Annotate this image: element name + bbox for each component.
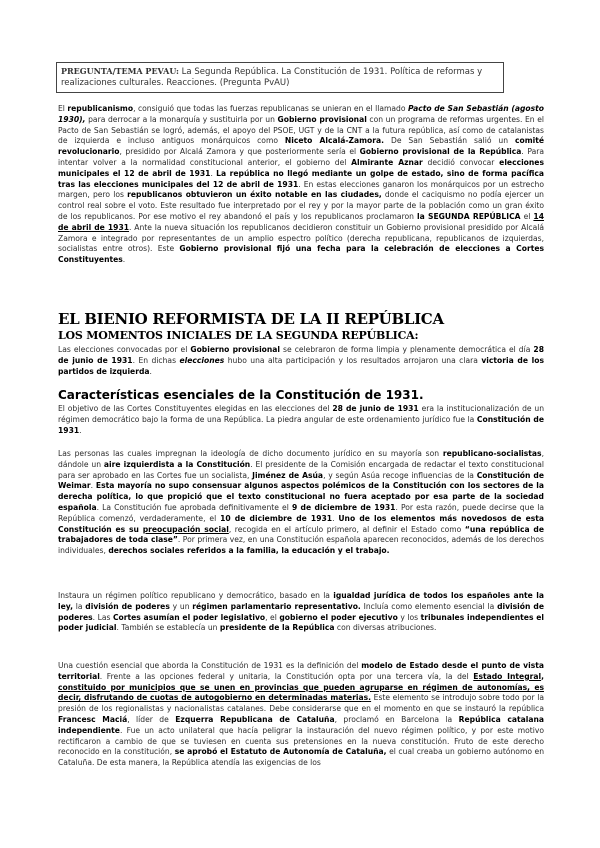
text-run: 9 de diciembre de 1931 (291, 502, 396, 512)
text-run: , proclamó en Barcelona la (334, 714, 459, 724)
question-text: La Segunda República. La Constitución de 1931. Política de reformas y realizaciones culturales. Reacciones. (Pregunta PvAU) (61, 67, 483, 88)
text-run: con un programa de reformas urgentes. En el Pacto de San Sebastián se logró, además, el apoyo del PSOE, UGT y de la CNT a la futura república, así como de catalanistas de izquierda e incluso antiguos monárquicos como (58, 114, 544, 146)
text-run: , líder de (127, 714, 176, 724)
text-run: Gobierno provisional (277, 114, 367, 124)
text-run: Instaura un régimen político republicano y democrático, basado en la (58, 591, 334, 600)
text-run: elecciones municipales el 12 de abril de 1931 (58, 157, 544, 178)
text-run: igualdad jurídica de todos los españoles ante la ley, (58, 591, 544, 611)
question-label: PREGUNTA/TEMA PEVAU: (61, 66, 179, 76)
text-run: se aprobó el Estatuto de Autonomía de Cataluña, (174, 747, 387, 757)
text-run: 28 de junio de 1931 (332, 404, 419, 413)
text-run: . Fue un acto unilateral que hacía peligrar la instauración del nuevo régimen político, y por este motivo rectificaron a cambio de que se tuviesen en cuenta sus pretensiones en la nueva constitución. Fruto de este derecho reconocido en la constitución, (58, 725, 544, 757)
text-run: El (58, 104, 68, 113)
text-run: 10 de diciembre de 1931 (220, 513, 333, 523)
text-run: Este elemento se introdujo sobre todo por la presión de los regionalistas y nacionalistas catalanes. Debe considerarse que en el momento en que se instauró la república (58, 693, 545, 714)
text-run: Gobierno provisional fijó una fecha para la celebración de elecciones a Cortes Constituyentes (58, 244, 544, 265)
text-run: , recogida en el artículo primero, al definir el Estado como (228, 524, 465, 534)
text-run: Gobierno provisional de la República (359, 147, 522, 157)
text-run: y los (397, 612, 421, 622)
text-run: . Ante la nueva situación los republicanos decidieron constituir un Gobierno provisional presidido por Alcalá Zamora e integrado por representantes de un amplio espectro político (derecha republicana, republicanos de izquierdas, socialistas entre otros). Este (58, 222, 544, 254)
text-run: preocupación social (142, 524, 229, 534)
text-run: . También se establecía un (116, 623, 220, 633)
text-run: republicanismo (67, 104, 134, 113)
text-run: . (332, 513, 339, 523)
text-run: gobierno el poder ejecutivo (279, 612, 398, 622)
text-run: De San Sebastián salió un (384, 136, 515, 146)
text-run: tribunales independientes el poder judicial (58, 612, 544, 633)
text-run: , dándole un (58, 449, 544, 469)
text-run: Constitución de Weimar (58, 470, 544, 491)
text-run: elecciones (179, 355, 225, 365)
text-run: la (73, 601, 86, 611)
text-run: . (90, 481, 96, 491)
text-run: “una república de trabajadores de toda clase” (58, 524, 544, 545)
text-run: Esta mayoría no supo consensuar algunos aspectos polémicos de la Constitución con los sectores de la derecha política, lo que propició que el texto constitucional no fuera aceptado por esa parte de la sociedad española (58, 481, 545, 512)
text-run: derechos sociales referidos a la familia, la educación y el trabajo. (108, 546, 390, 556)
text-run: 28 de junio de 1931 (58, 345, 544, 365)
paragraph-elecciones (58, 345, 544, 377)
text-run: Pacto de San Sebastián (agosto 1930), (58, 104, 544, 124)
text-run: aire izquierdista a la Constitución (103, 459, 251, 469)
text-run: . (122, 255, 126, 265)
text-run: Cortes asumían el poder legislativo (112, 612, 266, 622)
text-run: Almirante Aznar (351, 157, 423, 167)
question-box (56, 62, 504, 93)
text-run: . (149, 366, 152, 376)
text-run: era la institucionalización de un régimen democrático bajo la forma de una República. La piedra angular de este ordenamiento jurídico fue la (58, 404, 545, 424)
paragraph-regimen (58, 591, 544, 634)
text-run: , consiguió que todas las fuerzas republicanas se unieran en el llamado (133, 104, 408, 113)
text-run: El objetivo de las Cortes Constituyentes elegidas en las elecciones del (58, 404, 333, 413)
text-run: Francesc Maciá (58, 714, 128, 724)
text-run: Ezquerra Republicana de Cataluña (175, 714, 335, 724)
text-run: victoria de los partidos de izquierda (58, 355, 544, 376)
text-run: . Las (92, 612, 113, 622)
text-run: modelo de Estado desde el punto de vista territorial (58, 661, 545, 681)
text-run: división de poderes (85, 601, 170, 611)
text-run: republicanos obtuvieron un éxito notable en las ciudades, (127, 190, 382, 200)
text-run: , (541, 671, 544, 681)
text-run: . En dichas (132, 355, 180, 365)
text-run: Incluía como elemento esencial la (360, 601, 498, 611)
text-run: Jiménez de Asúa (252, 470, 324, 480)
text-run: , el (265, 612, 280, 622)
text-run: para derrocar a la monarquía y sustituirla por un (85, 114, 278, 124)
text-run: el (520, 211, 534, 221)
text-run: división de poderes (58, 601, 544, 622)
text-run: el cual creaba un gobierno autónomo en Cataluña. De esta manera, la República atendía las exigencias de los (58, 747, 545, 768)
text-run: Las personas las cuales impregnan la ideología de dicho documento jurídico en su mayoría son (58, 449, 443, 458)
text-run: . Frente a las opciones federal y unitaria, la Constitución opta por una tercera vía, la del (99, 671, 474, 681)
text-run: la SEGUNDA REPÚBLICA (417, 211, 521, 221)
text-run: . Para intentar volver a la normalidad constitucional anterior, el gobierno del (58, 147, 544, 167)
text-run: . Por esta razón, puede decirse que la República comenzó, verdaderamente, el (58, 502, 544, 523)
text-run: República catalana independiente (58, 714, 545, 735)
text-run: hubo una alta participación y los resultados arrojaron una clara (224, 355, 482, 365)
text-run: . Por primera vez, en una Constitución española aparecen reconocidos, además de los derechos individuales, (58, 535, 544, 556)
text-run: , y según Asúa recoge influencias de la (323, 470, 477, 480)
text-run: comité revolucionario (58, 136, 545, 157)
constitution-heading: Características esenciales de la Constitución de 1931. (58, 388, 424, 402)
text-run: Uno de los elementos más novedosos de esta Constitución es su (58, 513, 544, 534)
text-run: Una cuestión esencial que aborda la Constitución de 1931 es la definición del (58, 661, 362, 670)
text-run: . En estas elecciones ganaron los monárquicos por un estrecho margen, pero los (58, 179, 544, 200)
text-run: Niceto Alcalá-Zamora. (284, 136, 385, 146)
paragraph-ideologia (58, 449, 544, 557)
text-run: Las elecciones convocadas por el (58, 345, 191, 354)
text-run: se celebraron de forma limpia y plenamente democrática el día (280, 345, 534, 354)
text-run: Gobierno provisional (190, 345, 281, 354)
text-run: republicano-socialistas (442, 449, 542, 458)
text-run: Estado Integral (473, 671, 542, 681)
text-run: con diversas atribuciones. (334, 623, 437, 633)
text-run: donde el caciquismo no podía ejercer un control real sobre el voto. Este resultado fue interpretado por el rey y por la mayor parte de la población como un gran éxito de los republicanos. Por ese motivo el rey abandonó el país y los republicanos proclamaron (58, 190, 544, 221)
text-run: constituido por municipios que se unen en provincias que pueden agruparse en régimen de autonomías, es decir, disfrutando de cuotas de autogobierno en determinadas materias. (58, 682, 544, 703)
paragraph-cortes (58, 404, 544, 436)
subsection-heading: LOS MOMENTOS INICIALES DE LA SEGUNDA REPÚBLICA: (58, 329, 419, 342)
text-run: 14 de abril de 1931 (58, 211, 544, 232)
text-run: presidente de la República (219, 623, 335, 633)
text-run: La república no llegó mediante un golpe de estado, sino de forma pacífica tras las elecciones municipales del 12 de abril de 1931 (58, 168, 544, 189)
paragraph-republicanismo (58, 104, 544, 266)
section-heading: EL BIENIO REFORMISTA DE LA II REPÚBLICA (58, 310, 444, 328)
text-run: . La Constitución fue aprobada definitivamente el (96, 502, 292, 512)
text-run: decidió convocar (422, 157, 500, 167)
text-run: y un (169, 601, 193, 611)
text-run: . (79, 425, 82, 435)
paragraph-estado-integral (58, 661, 544, 769)
text-run: Constitución de 1931 (58, 414, 544, 435)
text-run: . El presidente de la Comisión encargada de redactar el texto constitucional para ser aprobado en las Cortes fue un socialista, (58, 459, 544, 480)
text-run: . (210, 168, 217, 178)
text-run: régimen parlamentario representativo. (192, 601, 361, 611)
text-run: , presidido por Alcalá Zamora y que posteriormente sería el (119, 147, 360, 157)
